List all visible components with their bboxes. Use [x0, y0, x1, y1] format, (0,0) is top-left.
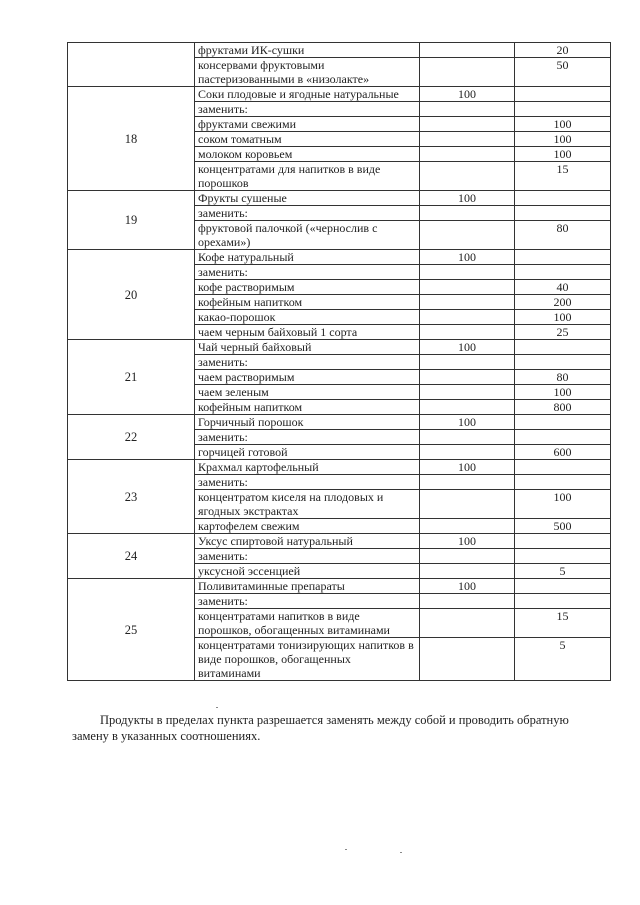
base-quantity-cell: 100: [420, 191, 515, 206]
replacement-quantity-cell: [515, 265, 611, 280]
product-cell: Чай черный байховый: [195, 340, 420, 355]
product-cell: фруктами свежими: [195, 117, 420, 132]
replacement-quantity-cell: [515, 206, 611, 221]
base-quantity-cell: [420, 132, 515, 147]
replacement-quantity-cell: 200: [515, 295, 611, 310]
base-quantity-cell: 100: [420, 340, 515, 355]
replacement-quantity-cell: [515, 355, 611, 370]
replacement-quantity-cell: [515, 460, 611, 475]
product-cell: чаем растворимым: [195, 370, 420, 385]
item-number-cell: 24: [68, 534, 195, 579]
replacement-quantity-cell: [515, 415, 611, 430]
replacement-quantity-cell: 80: [515, 221, 611, 250]
replacement-quantity-cell: [515, 594, 611, 609]
table-row: [68, 250, 611, 265]
replacement-quantity-cell: 40: [515, 280, 611, 295]
product-cell: Фрукты сушеные: [195, 191, 420, 206]
replacement-quantity-cell: [515, 430, 611, 445]
product-cell: молоком коровьем: [195, 147, 420, 162]
table-row: [68, 340, 611, 355]
scan-speck: [400, 852, 402, 853]
product-cell: заменить:: [195, 430, 420, 445]
product-cell: фруктами ИК-сушки: [195, 43, 420, 58]
replacement-quantity-cell: 15: [515, 609, 611, 638]
product-cell: кофейным напитком: [195, 295, 420, 310]
replacement-quantity-cell: [515, 340, 611, 355]
replacement-quantity-cell: 100: [515, 147, 611, 162]
product-cell: заменить:: [195, 594, 420, 609]
base-quantity-cell: [420, 147, 515, 162]
base-quantity-cell: [420, 445, 515, 460]
base-quantity-cell: [420, 325, 515, 340]
substitution-table-body: [68, 43, 611, 681]
replacement-quantity-cell: 100: [515, 310, 611, 325]
product-cell: чаем черным байховый 1 сорта: [195, 325, 420, 340]
product-cell: картофелем свежим: [195, 519, 420, 534]
base-quantity-cell: [420, 355, 515, 370]
table-row: [68, 579, 611, 594]
product-cell: чаем зеленым: [195, 385, 420, 400]
base-quantity-cell: 100: [420, 87, 515, 102]
product-cell: какао-порошок: [195, 310, 420, 325]
replacement-quantity-cell: [515, 534, 611, 549]
item-number-cell: 18: [68, 87, 195, 191]
replacement-quantity-cell: 20: [515, 43, 611, 58]
base-quantity-cell: 100: [420, 460, 515, 475]
item-number-cell: 20: [68, 250, 195, 340]
product-cell: заменить:: [195, 206, 420, 221]
base-quantity-cell: [420, 490, 515, 519]
base-quantity-cell: [420, 400, 515, 415]
item-number-cell: 21: [68, 340, 195, 415]
base-quantity-cell: 100: [420, 579, 515, 594]
base-quantity-cell: [420, 221, 515, 250]
base-quantity-cell: [420, 430, 515, 445]
replacement-quantity-cell: 50: [515, 58, 611, 87]
table-row: [68, 415, 611, 430]
base-quantity-cell: [420, 43, 515, 58]
replacement-quantity-cell: 25: [515, 325, 611, 340]
product-cell: кофейным напитком: [195, 400, 420, 415]
item-number-cell: 23: [68, 460, 195, 534]
product-cell: заменить:: [195, 355, 420, 370]
table-row: [68, 43, 611, 58]
replacement-quantity-cell: [515, 87, 611, 102]
product-cell: заменить:: [195, 475, 420, 490]
base-quantity-cell: [420, 162, 515, 191]
item-number-cell: 25: [68, 579, 195, 681]
product-cell: Кофе натуральный: [195, 250, 420, 265]
base-quantity-cell: [420, 385, 515, 400]
base-quantity-cell: [420, 564, 515, 579]
base-quantity-cell: [420, 280, 515, 295]
replacement-quantity-cell: 80: [515, 370, 611, 385]
table-row: [68, 460, 611, 475]
product-cell: консервами фруктовыми пастеризованными в «низолакте»: [195, 58, 420, 87]
base-quantity-cell: [420, 265, 515, 280]
base-quantity-cell: [420, 117, 515, 132]
product-cell: Поливитаминные препараты: [195, 579, 420, 594]
base-quantity-cell: [420, 206, 515, 221]
item-number-cell: 19: [68, 191, 195, 250]
replacement-quantity-cell: [515, 102, 611, 117]
scan-speck: [345, 849, 347, 850]
base-quantity-cell: [420, 609, 515, 638]
base-quantity-cell: [420, 295, 515, 310]
replacement-quantity-cell: [515, 475, 611, 490]
replacement-quantity-cell: 100: [515, 490, 611, 519]
base-quantity-cell: 100: [420, 250, 515, 265]
replacement-quantity-cell: [515, 549, 611, 564]
product-cell: концентратами для напитков в виде порошков: [195, 162, 420, 191]
item-number-cell: [68, 43, 195, 87]
base-quantity-cell: [420, 638, 515, 681]
base-quantity-cell: [420, 370, 515, 385]
product-cell: заменить:: [195, 102, 420, 117]
product-cell: концентратами тонизирующих напитков в виде порошков, обогащенных витаминами: [195, 638, 420, 681]
base-quantity-cell: 100: [420, 534, 515, 549]
base-quantity-cell: [420, 102, 515, 117]
footnote-paragraph: Продукты в пределах пункта разрешается заменять между собой и проводить обратную замену в указанных соотношениях.: [72, 713, 569, 743]
product-cell: кофе растворимым: [195, 280, 420, 295]
product-cell: Уксус спиртовой натуральный: [195, 534, 420, 549]
product-cell: Горчичный порошок: [195, 415, 420, 430]
substitution-table: [67, 42, 611, 681]
base-quantity-cell: [420, 58, 515, 87]
product-cell: заменить:: [195, 549, 420, 564]
product-cell: соком томатным: [195, 132, 420, 147]
replacement-quantity-cell: 100: [515, 132, 611, 147]
product-cell: Крахмал картофельный: [195, 460, 420, 475]
replacement-quantity-cell: 600: [515, 445, 611, 460]
replacement-quantity-cell: [515, 579, 611, 594]
product-cell: горчицей готовой: [195, 445, 420, 460]
base-quantity-cell: 100: [420, 415, 515, 430]
base-quantity-cell: [420, 310, 515, 325]
table-row: [68, 87, 611, 102]
product-cell: концентратами напитков в виде порошков, обогащенных витаминами: [195, 609, 420, 638]
replacement-quantity-cell: [515, 191, 611, 206]
product-cell: фруктовой палочкой («чернослив с орехами»): [195, 221, 420, 250]
product-cell: уксусной эссенцией: [195, 564, 420, 579]
item-number-cell: 22: [68, 415, 195, 460]
base-quantity-cell: [420, 519, 515, 534]
base-quantity-cell: [420, 549, 515, 564]
base-quantity-cell: [420, 594, 515, 609]
replacement-quantity-cell: 100: [515, 385, 611, 400]
base-quantity-cell: [420, 475, 515, 490]
product-cell: концентратом киселя на плодовых и ягодных экстрактах: [195, 490, 420, 519]
replacement-quantity-cell: 5: [515, 638, 611, 681]
replacement-quantity-cell: 800: [515, 400, 611, 415]
scan-speck: [216, 707, 218, 708]
replacement-quantity-cell: [515, 250, 611, 265]
replacement-quantity-cell: 100: [515, 117, 611, 132]
replacement-quantity-cell: 15: [515, 162, 611, 191]
product-cell: заменить:: [195, 265, 420, 280]
table-row: [68, 191, 611, 206]
table-row: [68, 534, 611, 549]
product-cell: Соки плодовые и ягодные натуральные: [195, 87, 420, 102]
replacement-quantity-cell: 5: [515, 564, 611, 579]
replacement-quantity-cell: 500: [515, 519, 611, 534]
